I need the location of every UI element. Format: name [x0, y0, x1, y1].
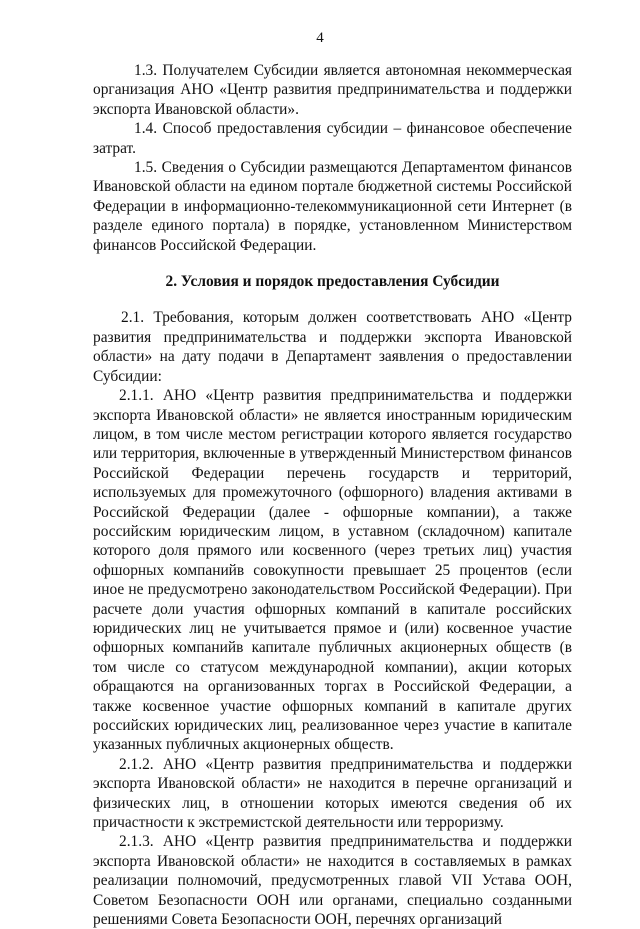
paragraph-1-4: 1.4. Способ предоставления субсидии – финансовое обеспечение затрат. — [93, 120, 572, 157]
document-body — [93, 61, 572, 929]
paragraph-2-1-3: 2.1.3. АНО «Центр развития предпринимательства и поддержки экспорта Ивановской области» не находится в составляемых в рамках реализации полномочий, предусмотренных главой VII Устава ООН, Советом Безопасности ООН или органами, специально созданными решениями Совета Безопасности ООН, перечнях организаций — [93, 833, 572, 929]
paragraph-2-1-1: 2.1.1. АНО «Центр развития предпринимательства и поддержки экспорта Ивановской области» не является иностранным юридическим лицом, в том числе местом регистрации которого является государство или территория, включенные в утвержденный Министерством финансов Российской Федерации перечень государств и территорий, используемых для промежуточного (офшорного) владения активами в Российской Федерации (далее - офшорные компании), а также российским юридическим лицом, в уставном (складочном) капитале которого доля прямого или косвенного (через третьих лиц) участия офшорных компанийв совокупности превышает 25 процентов (если иное не предусмотрено законодательством Российской Федерации). При расчете доли участия офшорных компаний в капитале российских юридических лиц не учитывается прямое и (или) косвенное участие офшорных компанийв капитале публичных акционерных обществ (в том числе со статусом международной компании), акции которых обращаются на организованных торгах в Российской Федерации, а также косвенное участие офшорных компаний в капитале других российских юридических лиц, реализованное через участие в капитале указанных публичных акционерных обществ. — [93, 387, 572, 754]
paragraph-2-1-2: 2.1.2. АНО «Центр развития предпринимательства и поддержки экспорта Ивановской области» не находится в перечне организаций и физических лиц, в отношении которых имеются сведения об их причастности к экстремистской деятельности или терроризму. — [93, 755, 572, 832]
section-2-heading: 2. Условия и порядок предоставления Субсидии — [165, 273, 500, 291]
paragraph-1-3: 1.3. Получателем Субсидии является автономная некоммерческая организация АНО «Центр развития предпринимательства и поддержки экспорта Ивановской области». — [93, 62, 572, 118]
paragraph-1-5: 1.5. Сведения о Субсидии размещаются Департаментом финансов Ивановской области на едином портале бюджетной системы Российской Федерации в информационно-телекоммуникационной сети Интернет (в разделе единого портала) в порядке, установленном Министерством финансов Российской Федерации. — [93, 159, 572, 254]
paragraph-2-1: 2.1. Требования, которым должен соответствовать АНО «Центр развития предпринимательства и поддержки экспорта Ивановской области» на дату подачи в Департамент заявления о предоставлении Субсидии: — [93, 309, 572, 385]
page-number: 4 — [316, 30, 324, 46]
